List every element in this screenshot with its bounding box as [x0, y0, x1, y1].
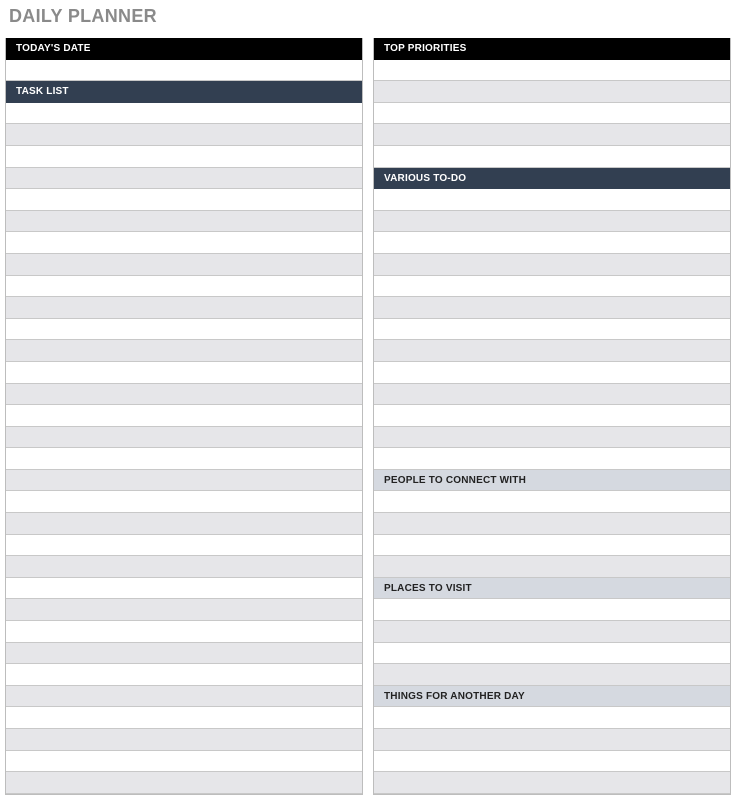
task-line[interactable] — [6, 362, 362, 384]
page-title: DAILY PLANNER — [9, 6, 157, 26]
task-line[interactable] — [6, 686, 362, 708]
people-line[interactable] — [374, 513, 730, 535]
task-line[interactable] — [6, 751, 362, 773]
todo-line[interactable] — [374, 340, 730, 362]
todo-line[interactable] — [374, 211, 730, 233]
task-line[interactable] — [6, 254, 362, 276]
various-todo-rows — [374, 189, 730, 470]
todo-line[interactable] — [374, 254, 730, 276]
task-line[interactable] — [6, 599, 362, 621]
task-line[interactable] — [6, 448, 362, 470]
right-column — [373, 38, 731, 795]
places-to-visit-header: PLACES TO VISIT — [374, 578, 730, 600]
people-line[interactable] — [374, 535, 730, 557]
place-line[interactable] — [374, 643, 730, 665]
task-line[interactable] — [6, 621, 362, 643]
place-line[interactable] — [374, 621, 730, 643]
todo-line[interactable] — [374, 362, 730, 384]
task-line[interactable] — [6, 319, 362, 341]
task-line[interactable] — [6, 578, 362, 600]
task-line[interactable] — [6, 707, 362, 729]
another-day-line[interactable] — [374, 751, 730, 773]
task-line[interactable] — [6, 664, 362, 686]
place-line[interactable] — [374, 664, 730, 686]
priority-line[interactable] — [374, 81, 730, 103]
people-to-connect-rows — [374, 491, 730, 577]
priority-line[interactable] — [374, 146, 730, 168]
task-line[interactable] — [6, 297, 362, 319]
task-list-header: TASK LIST — [6, 81, 362, 103]
task-line[interactable] — [6, 556, 362, 578]
task-line[interactable] — [6, 189, 362, 211]
people-to-connect-header: PEOPLE TO CONNECT WITH — [374, 470, 730, 492]
task-line[interactable] — [6, 340, 362, 362]
task-line[interactable] — [6, 643, 362, 665]
todo-line[interactable] — [374, 276, 730, 298]
priority-line[interactable] — [374, 103, 730, 125]
another-day-line[interactable] — [374, 772, 730, 794]
task-line[interactable] — [6, 103, 362, 125]
various-todo-header: VARIOUS TO-DO — [374, 168, 730, 190]
another-day-line[interactable] — [374, 707, 730, 729]
priority-line[interactable] — [374, 124, 730, 146]
left-column — [5, 38, 363, 795]
places-to-visit-rows — [374, 599, 730, 685]
todo-line[interactable] — [374, 384, 730, 406]
task-line[interactable] — [6, 405, 362, 427]
priority-line[interactable] — [374, 60, 730, 82]
things-another-day-header: THINGS FOR ANOTHER DAY — [374, 686, 730, 708]
todo-line[interactable] — [374, 319, 730, 341]
todays-date-header: TODAY'S DATE — [6, 38, 362, 60]
place-line[interactable] — [374, 599, 730, 621]
things-another-day-rows — [374, 707, 730, 793]
task-line[interactable] — [6, 146, 362, 168]
task-list-rows — [6, 103, 362, 794]
task-line[interactable] — [6, 427, 362, 449]
top-priorities-header: TOP PRIORITIES — [374, 38, 730, 60]
people-line[interactable] — [374, 556, 730, 578]
todo-line[interactable] — [374, 405, 730, 427]
top-priorities-rows — [374, 60, 730, 168]
todo-line[interactable] — [374, 448, 730, 470]
task-line[interactable] — [6, 535, 362, 557]
task-line[interactable] — [6, 211, 362, 233]
task-line[interactable] — [6, 470, 362, 492]
todo-line[interactable] — [374, 297, 730, 319]
task-line[interactable] — [6, 384, 362, 406]
task-line[interactable] — [6, 232, 362, 254]
task-line[interactable] — [6, 168, 362, 190]
todays-date-field[interactable] — [6, 60, 362, 82]
task-line[interactable] — [6, 276, 362, 298]
people-line[interactable] — [374, 491, 730, 513]
todo-line[interactable] — [374, 189, 730, 211]
task-line[interactable] — [6, 513, 362, 535]
todo-line[interactable] — [374, 232, 730, 254]
task-line[interactable] — [6, 491, 362, 513]
todo-line[interactable] — [374, 427, 730, 449]
another-day-line[interactable] — [374, 729, 730, 751]
task-line[interactable] — [6, 772, 362, 794]
task-line[interactable] — [6, 729, 362, 751]
task-line[interactable] — [6, 124, 362, 146]
